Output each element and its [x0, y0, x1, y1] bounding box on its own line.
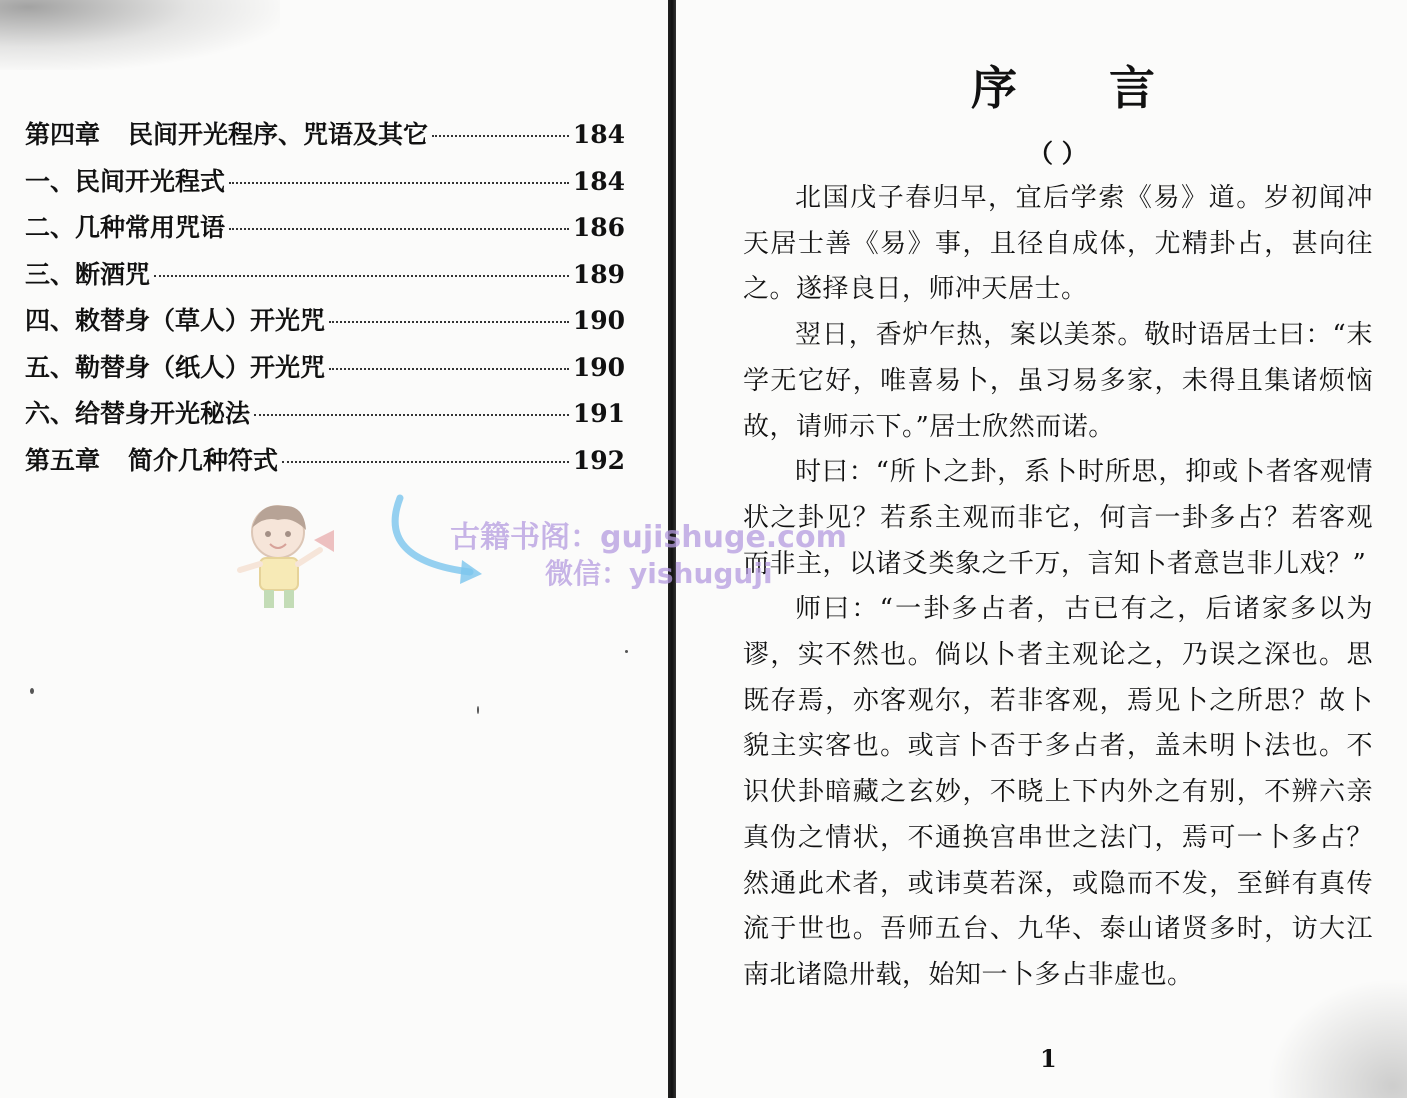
preface-title: 序 言 [971, 61, 1157, 115]
toc-chapter-title: 简介几种符式 [128, 445, 279, 475]
toc-entry [25, 112, 625, 159]
toc-leader-dots [254, 414, 569, 416]
paragraph: 翌日，香炉乍热，案以美茶。敬时语居士曰：“末学无它好，唯喜易卜，虽习易多家，未得且集诸烦恼故，请师示下。”居士欣然而诺。 [743, 320, 1373, 442]
paragraph: 北国戊子春归早，宜后学索《易》道。岁初闻冲天居士善《易》事，且径自成体，尤精卦占，甚向往之。遂择良日，师冲天居士。 [743, 183, 1373, 305]
toc-chapter-label: 第五章 [25, 445, 101, 475]
toc-entry [25, 438, 625, 485]
toc-chapter-title: 民间开光程序、咒语及其它 [128, 120, 429, 149]
watermark-text: 古籍书阁：gujishuge.com [450, 520, 847, 555]
toc-entry [25, 298, 625, 345]
toc-leader-dots [229, 182, 569, 184]
toc-page-number: 191 [572, 399, 625, 428]
toc-entry [25, 159, 625, 206]
toc-entry [25, 205, 625, 252]
toc-leader-dots [329, 321, 569, 323]
toc-entry [25, 252, 625, 299]
table-of-contents [25, 112, 625, 484]
toc-page-number: 190 [572, 352, 625, 382]
toc-chapter-label: 第四章 [25, 120, 101, 149]
toc-leader-dots [154, 275, 569, 277]
print-speck [625, 650, 628, 653]
toc-page-number: 190 [572, 306, 625, 335]
toc-page-number: 184 [572, 166, 625, 196]
toc-entry [25, 345, 625, 392]
toc-section-title: 五、勒替身（纸人）开光咒 [25, 352, 326, 382]
watermark-text: 微信：yishuguji [545, 557, 773, 590]
toc-page-number: 189 [572, 259, 625, 289]
toc-entry [25, 391, 625, 438]
left-page [0, 0, 670, 1098]
preface-body [743, 176, 1373, 999]
toc-section-title: 四、敕替身（草人）开光咒 [25, 306, 326, 335]
paragraph: 师曰：“一卦多占者，古已有之，后诸家多以为谬，实不然也。倘以卜者主观论之，乃误之深也。思既存焉，亦客观尔，若非客观，焉见卜之所思？故卜貌主实客也。或言卜否于多占者，盖未明卜法也。不识伏卦暗藏之玄妙，不晓上下内外之有别，不辨六亲真伪之情状，不通换宫串世之法门，焉可一卜多占？然通此术者，或讳莫若深，或隐而不发，至鲜有真传流于世也。吾师五台、九华、泰山诸贤多时，访大江南北诸隐卅载，始知一卜多占非虚也。 [743, 594, 1373, 990]
toc-section-title: 三、断酒咒 [25, 259, 151, 289]
page-smudge [1267, 978, 1407, 1098]
toc-leader-dots [329, 368, 569, 370]
page-number: 1 [1040, 1044, 1057, 1073]
toc-section-title: 六、给替身开光秘法 [25, 399, 251, 428]
print-speck [30, 688, 34, 694]
page-smudge [0, 0, 280, 70]
print-speck [477, 706, 479, 714]
toc-leader-dots [282, 461, 569, 463]
toc-leader-dots [229, 228, 569, 230]
toc-section-title: 二、几种常用咒语 [25, 213, 226, 242]
toc-leader-dots [432, 135, 569, 137]
section-marker: （ ） [1028, 139, 1087, 168]
toc-page-number: 184 [572, 120, 625, 149]
toc-page-number: 192 [572, 445, 625, 475]
toc-page-number: 186 [572, 213, 625, 242]
right-page [676, 0, 1407, 1098]
toc-section-title: 一、民间开光程式 [25, 166, 226, 196]
paragraph: 时曰：“所卜之卦，系卜时所思，抑或卜者客观情状之卦见？若系主观而非它，何言一卦多占？若客观而非主，以诸爻类象之千万，言知卜者意岂非儿戏？” [743, 457, 1373, 579]
